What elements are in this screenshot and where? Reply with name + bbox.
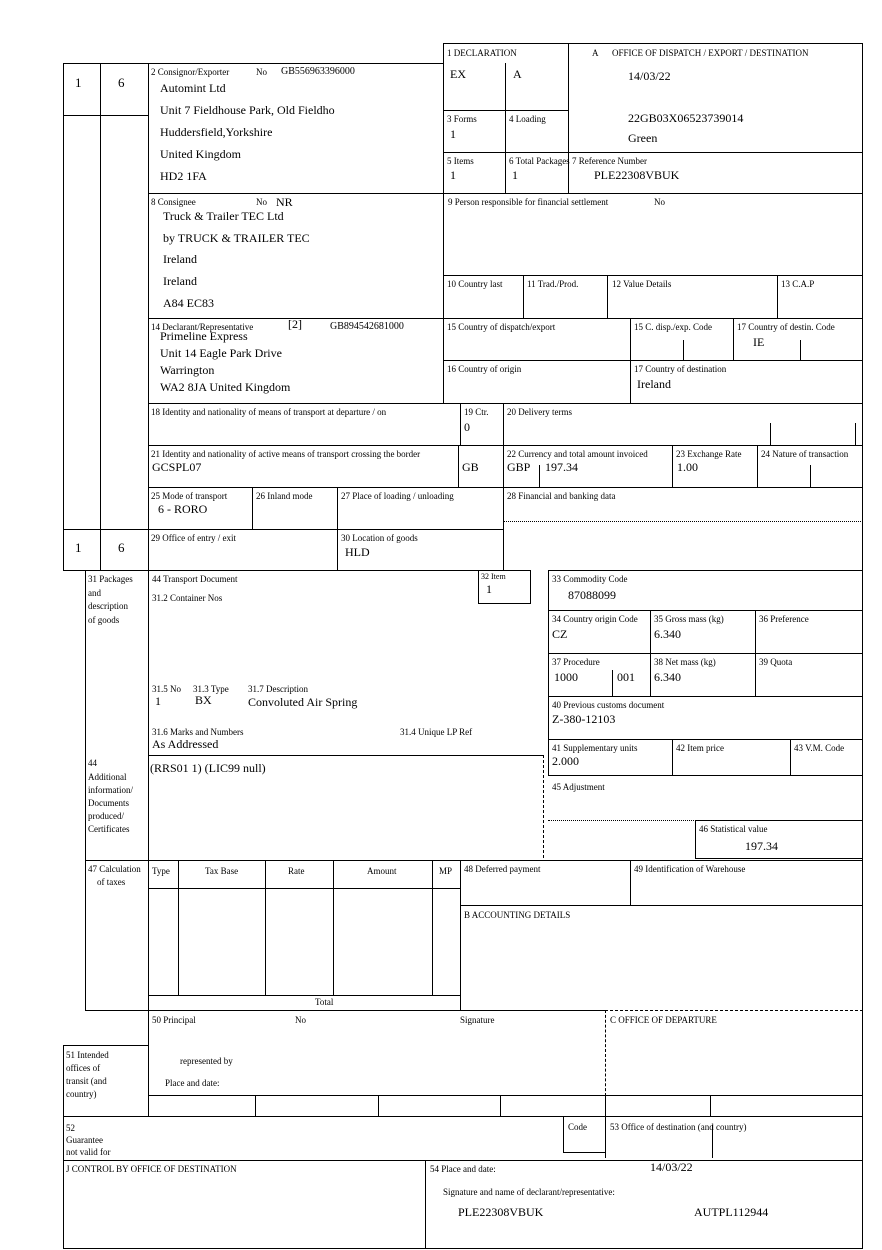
- mrn: 22GB03X06523739014: [628, 111, 744, 125]
- line: [855, 423, 856, 445]
- box27-label: 27 Place of loading / unloading: [341, 491, 454, 501]
- box54-label: 54 Place and date:: [430, 1164, 496, 1174]
- box25-label: 25 Mode of transport: [151, 491, 228, 501]
- declarant-line: Warrington: [160, 363, 215, 377]
- line: [85, 860, 863, 861]
- box17-value: Ireland: [637, 377, 671, 391]
- box30-label: 30 Location of goods: [341, 533, 418, 543]
- section-j-label: J CONTROL BY OFFICE OF DESTINATION: [66, 1164, 237, 1174]
- consignor-line: HD2 1FA: [160, 169, 207, 183]
- line: [85, 570, 531, 571]
- box28-label: 28 Financial and banking data: [507, 491, 616, 501]
- copy-number-6: 6: [118, 75, 125, 90]
- box24-label: 24 Nature of transaction: [761, 449, 849, 459]
- box44-label: Documents: [88, 798, 129, 808]
- box35-value: 6.340: [654, 627, 681, 641]
- box31-2-label: 31.2 Container Nos: [152, 593, 223, 603]
- box33-label: 33 Commodity Code: [552, 574, 628, 584]
- box31-4-label: 31.4 Unique LP Ref: [400, 727, 473, 737]
- box7-label: 7 Reference Number: [572, 156, 647, 166]
- box49-label: 49 Identification of Warehouse: [634, 864, 746, 874]
- box11-label: 11 Trad./Prod.: [527, 279, 579, 289]
- line: [810, 465, 811, 487]
- box4-label: 4 Loading: [509, 114, 546, 124]
- box38-value: 6.340: [654, 670, 681, 684]
- box30-value: HLD: [345, 545, 370, 559]
- box22-currency: GBP: [507, 460, 531, 474]
- consignee-line: by TRUCK & TRAILER TEC: [163, 231, 310, 245]
- line: [443, 43, 863, 44]
- line: [265, 860, 266, 995]
- line: [63, 1116, 863, 1117]
- box22-amount: 197.34: [545, 460, 578, 474]
- dashed-line: [605, 1010, 863, 1011]
- copy-box-6: [100, 63, 149, 571]
- tax-total-label: Total: [315, 997, 334, 1007]
- line: [612, 670, 613, 696]
- signature-name-label: Signature and name of declarant/representative:: [443, 1187, 615, 1197]
- box32-label: 32 Item: [481, 572, 506, 581]
- box14-eori: GB894542681000: [330, 321, 404, 332]
- box18-label: 18 Identity and nationality of means of transport at departure / on: [151, 407, 387, 417]
- box10-label: 10 Country last: [447, 279, 503, 289]
- dashed-line: [543, 755, 544, 858]
- section-b-label: B ACCOUNTING DETAILS: [464, 910, 571, 920]
- copy-number-1: 1: [75, 75, 82, 90]
- place-and-date-label: Place and date:: [165, 1078, 220, 1088]
- box40-value: Z-380-12103: [552, 712, 616, 726]
- line: [432, 860, 433, 995]
- copy-box-1: [63, 63, 101, 571]
- box51-label: offices of: [66, 1063, 101, 1073]
- box40-label: 40 Previous customs document: [552, 700, 665, 710]
- line: [505, 63, 506, 110]
- box2-no-label: No: [256, 67, 267, 77]
- box19-label: 19 Ctr.: [464, 407, 489, 417]
- box9-label: 9 Person responsible for financial settlement: [448, 197, 609, 207]
- declarant-line: Unit 14 Eagle Park Drive: [160, 346, 282, 360]
- box2-label: 2 Consignor/Exporter: [151, 67, 230, 77]
- box39-label: 39 Quota: [759, 657, 793, 667]
- box34-value: CZ: [552, 627, 568, 641]
- box23-label: 23 Exchange Rate: [676, 449, 742, 459]
- box45-label: 45 Adjustment: [552, 782, 605, 792]
- box20-label: 20 Delivery terms: [507, 407, 572, 417]
- line: [563, 1152, 606, 1153]
- box3-value: 1: [450, 127, 456, 141]
- box17a-label: 17 Country of destin. Code: [737, 322, 835, 332]
- box14-label: 14 Declarant/Representative: [151, 322, 254, 332]
- tax-col-mp: MP: [439, 866, 453, 876]
- box21-nationality: GB: [462, 460, 479, 474]
- represented-by-label: represented by: [180, 1056, 233, 1066]
- consignee-line: Ireland: [163, 274, 197, 288]
- declaration-type: EX: [450, 67, 466, 81]
- line: [500, 1095, 501, 1116]
- copy-number-1: 1: [75, 540, 82, 555]
- box52-label: not valid for: [66, 1147, 111, 1157]
- box21-label: 21 Identity and nationality of active means of transport crossing the border: [151, 449, 421, 459]
- line: [148, 570, 149, 1116]
- box37-value-1: 1000: [554, 670, 578, 684]
- line: [255, 1095, 256, 1116]
- box37-label: 37 Procedure: [552, 657, 600, 667]
- box8-no: NR: [276, 195, 293, 209]
- line: [178, 860, 179, 995]
- box33-value: 87088099: [568, 588, 616, 602]
- line: [63, 529, 149, 530]
- line: [85, 570, 86, 1011]
- tax-col-amount: Amount: [367, 866, 397, 876]
- office-a-letter: A: [592, 48, 599, 58]
- dashed-line: [605, 1010, 606, 1096]
- box41-label: 41 Supplementary units: [552, 743, 638, 753]
- box44-value: (RRS01 1) (LIC99 null): [150, 761, 266, 775]
- box44-label: information/: [88, 785, 133, 795]
- box31-6-label: 31.6 Marks and Numbers: [152, 727, 244, 737]
- consignor-line: Automint Ltd: [160, 81, 226, 95]
- line: [800, 340, 801, 360]
- box42-label: 42 Item price: [676, 743, 724, 753]
- box21-value: GCSPL07: [152, 460, 202, 474]
- box37-value-2: 001: [617, 670, 635, 684]
- line: [539, 465, 540, 487]
- line: [63, 1160, 863, 1161]
- line: [710, 1095, 711, 1116]
- box44-transport-doc-label: 44 Transport Document: [152, 574, 238, 584]
- box2-eori: GB556963396000: [281, 66, 355, 77]
- line: [63, 1248, 863, 1249]
- consignor-line: United Kingdom: [160, 147, 241, 161]
- consignee-line: Truck & Trailer TEC Ltd: [163, 209, 284, 223]
- box50-signature-label: Signature: [460, 1015, 495, 1025]
- box36-label: 36 Preference: [759, 614, 809, 624]
- box31-5-label: 31.5 No: [152, 684, 181, 694]
- declaration-subtype: A: [513, 67, 522, 81]
- box3-label: 3 Forms: [447, 114, 477, 124]
- box14-code: [2]: [288, 317, 302, 331]
- box46-value: 197.34: [745, 839, 778, 853]
- box50-no-label: No: [295, 1015, 306, 1025]
- box38-label: 38 Net mass (kg): [654, 657, 716, 667]
- consignor-line: Unit 7 Fieldhouse Park, Old Fieldho: [160, 103, 335, 117]
- box31-label: description: [88, 601, 128, 611]
- box23-value: 1.00: [677, 460, 698, 474]
- box32-value: 1: [486, 582, 492, 596]
- box53-label: 53 Office of destination (and country): [610, 1122, 747, 1132]
- line: [85, 1010, 606, 1011]
- line: [683, 340, 684, 360]
- box17a-value: IE: [753, 335, 765, 349]
- line: [425, 1160, 426, 1248]
- line: [563, 1116, 564, 1153]
- box43-label: 43 V.M. Code: [794, 743, 845, 753]
- declarant-signature-ref: AUTPL112944: [694, 1205, 769, 1219]
- box31-label: of goods: [88, 615, 120, 625]
- box47-label: of taxes: [97, 877, 126, 887]
- consignee-line: A84 EC83: [163, 296, 214, 310]
- section-c-label: C OFFICE OF DEPARTURE: [610, 1015, 717, 1025]
- box12-label: 12 Value Details: [612, 279, 672, 289]
- box16-label: 16 Country of origin: [447, 364, 522, 374]
- line: [605, 1095, 606, 1158]
- line: [148, 755, 544, 756]
- tax-col-type: Type: [152, 866, 170, 876]
- box52-code-label: Code: [568, 1122, 587, 1132]
- line: [458, 445, 459, 488]
- box31-7-value: Convoluted Air Spring: [248, 695, 358, 709]
- box15a-label: 15 C. disp./exp. Code: [634, 322, 712, 332]
- box47-label: 47 Calculation: [88, 864, 141, 874]
- box31-6-value: As Addressed: [152, 737, 219, 751]
- tax-col-rate: Rate: [288, 866, 305, 876]
- routing: Green: [628, 131, 658, 145]
- box52-label: Guarantee: [66, 1135, 103, 1145]
- line: [378, 1095, 379, 1116]
- box44-label: Certificates: [88, 824, 130, 834]
- dotted-line: [548, 820, 696, 821]
- consignee-line: Ireland: [163, 252, 197, 266]
- line: [460, 905, 461, 1010]
- box44-label: Additional: [88, 772, 127, 782]
- copy-number-6: 6: [118, 540, 125, 555]
- box51-label: 51 Intended: [66, 1050, 109, 1060]
- box46-label: 46 Statistical value: [699, 824, 768, 834]
- box48-label: 48 Deferred payment: [464, 864, 541, 874]
- box31-3-label: 31.3 Type: [193, 684, 229, 694]
- declarant-signature-name: PLE22308VBUK: [458, 1205, 544, 1219]
- box34-label: 34 Country origin Code: [552, 614, 638, 624]
- declarant-line: Primeline Express: [160, 329, 248, 343]
- box22-label: 22 Currency and total amount invoiced: [507, 449, 648, 459]
- dotted-line: [503, 521, 863, 522]
- box8-no-label: No: [256, 197, 267, 207]
- box5-value: 1: [450, 168, 456, 182]
- line: [862, 43, 863, 1249]
- line: [148, 995, 461, 996]
- box13-label: 13 C.A.P: [781, 279, 815, 289]
- box6-value: 1: [512, 168, 518, 182]
- box5-label: 5 Items: [447, 156, 474, 166]
- box19-value: 0: [464, 420, 470, 434]
- box9-no-label: No: [654, 197, 665, 207]
- declarant-line: WA2 8JA United Kingdom: [160, 380, 291, 394]
- box50-label: 50 Principal: [152, 1015, 196, 1025]
- box1-label: 1 DECLARATION: [447, 48, 517, 58]
- box52-label: 52: [66, 1123, 75, 1133]
- box41-value: 2.000: [552, 754, 579, 768]
- line: [770, 423, 771, 445]
- box51-label: transit (and: [66, 1076, 107, 1086]
- box31-3-value: BX: [195, 693, 212, 707]
- box17-label: 17 Country of destination: [634, 364, 727, 374]
- tax-col-tax-base: Tax Base: [205, 866, 239, 876]
- box31-label: and: [88, 588, 101, 598]
- office-a-date: 14/03/22: [628, 69, 671, 83]
- box26-label: 26 Inland mode: [256, 491, 313, 501]
- box31-label: 31 Packages: [88, 574, 133, 584]
- box25-value: 6 - RORO: [158, 502, 208, 516]
- box51-label: country): [66, 1089, 97, 1099]
- box6-label: 6 Total Packages: [509, 156, 570, 166]
- box7-value: PLE22308VBUK: [594, 168, 680, 182]
- line: [63, 115, 149, 116]
- office-a-label: OFFICE OF DISPATCH / EXPORT / DESTINATION: [612, 48, 809, 58]
- box8-label: 8 Consignee: [151, 197, 196, 207]
- box31-5-value: 1: [155, 694, 161, 708]
- box54-date: 14/03/22: [650, 1160, 693, 1174]
- box44-label: 44: [88, 758, 97, 768]
- consignor-line: Huddersfield,Yorkshire: [160, 125, 273, 139]
- box15-label: 15 Country of dispatch/export: [447, 322, 556, 332]
- box31-7-label: 31.7 Description: [248, 684, 308, 694]
- line: [333, 860, 334, 995]
- line: [63, 1045, 64, 1248]
- line: [148, 888, 461, 889]
- box29-label: 29 Office of entry / exit: [151, 533, 237, 543]
- box35-label: 35 Gross mass (kg): [654, 614, 724, 624]
- line: [63, 1045, 149, 1046]
- box44-label: produced/: [88, 811, 124, 821]
